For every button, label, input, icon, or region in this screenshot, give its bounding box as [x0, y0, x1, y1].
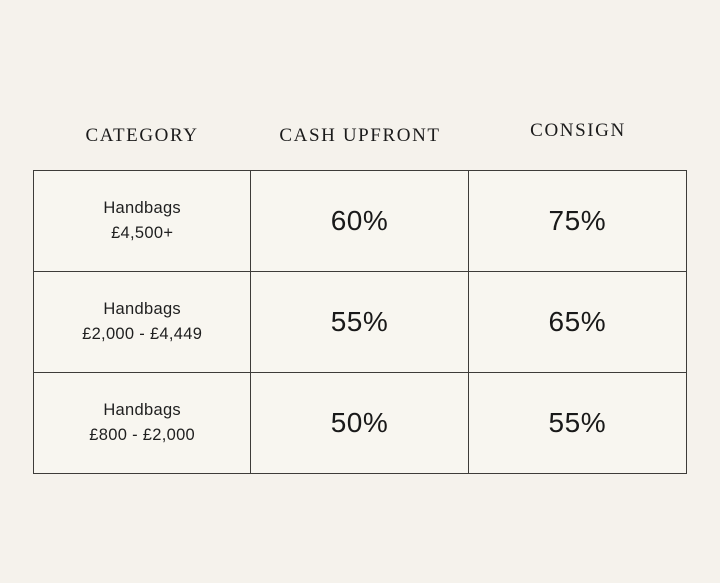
- cash-upfront-cell: [251, 171, 468, 271]
- table-row: [34, 171, 686, 272]
- table-row: [34, 272, 686, 373]
- category-cell: [34, 171, 251, 271]
- consign-cell: [469, 272, 686, 372]
- category-price-range: £4,500+: [111, 224, 174, 242]
- header-cash-upfront: CASH UPFRONT: [279, 125, 441, 146]
- rates-table-stage: [33, 118, 687, 474]
- cash-upfront-value: 55%: [330, 306, 389, 337]
- header-consign: CONSIGN: [530, 120, 626, 141]
- table-header-row: [33, 118, 687, 154]
- cash-upfront-cell: [251, 373, 468, 473]
- category-price-range: £800 - £2,000: [89, 426, 196, 444]
- category-price-range: £2,000 - £4,449: [82, 325, 203, 343]
- cash-upfront-value: 50%: [330, 407, 389, 438]
- consign-value: 55%: [548, 407, 607, 438]
- consign-cell: [469, 373, 686, 473]
- rates-table: [33, 170, 687, 474]
- category-name: Handbags: [103, 199, 181, 218]
- category-name: Handbags: [103, 300, 181, 319]
- category-cell: [34, 272, 251, 372]
- consign-value: 65%: [548, 306, 607, 337]
- cash-upfront-cell: [251, 272, 468, 372]
- table-row: [34, 373, 686, 473]
- cash-upfront-value: 60%: [330, 205, 389, 236]
- consign-cell: [469, 171, 686, 271]
- category-cell: [34, 373, 251, 473]
- category-name: Handbags: [103, 401, 181, 420]
- header-category: CATEGORY: [85, 125, 199, 146]
- consign-value: 75%: [548, 205, 607, 236]
